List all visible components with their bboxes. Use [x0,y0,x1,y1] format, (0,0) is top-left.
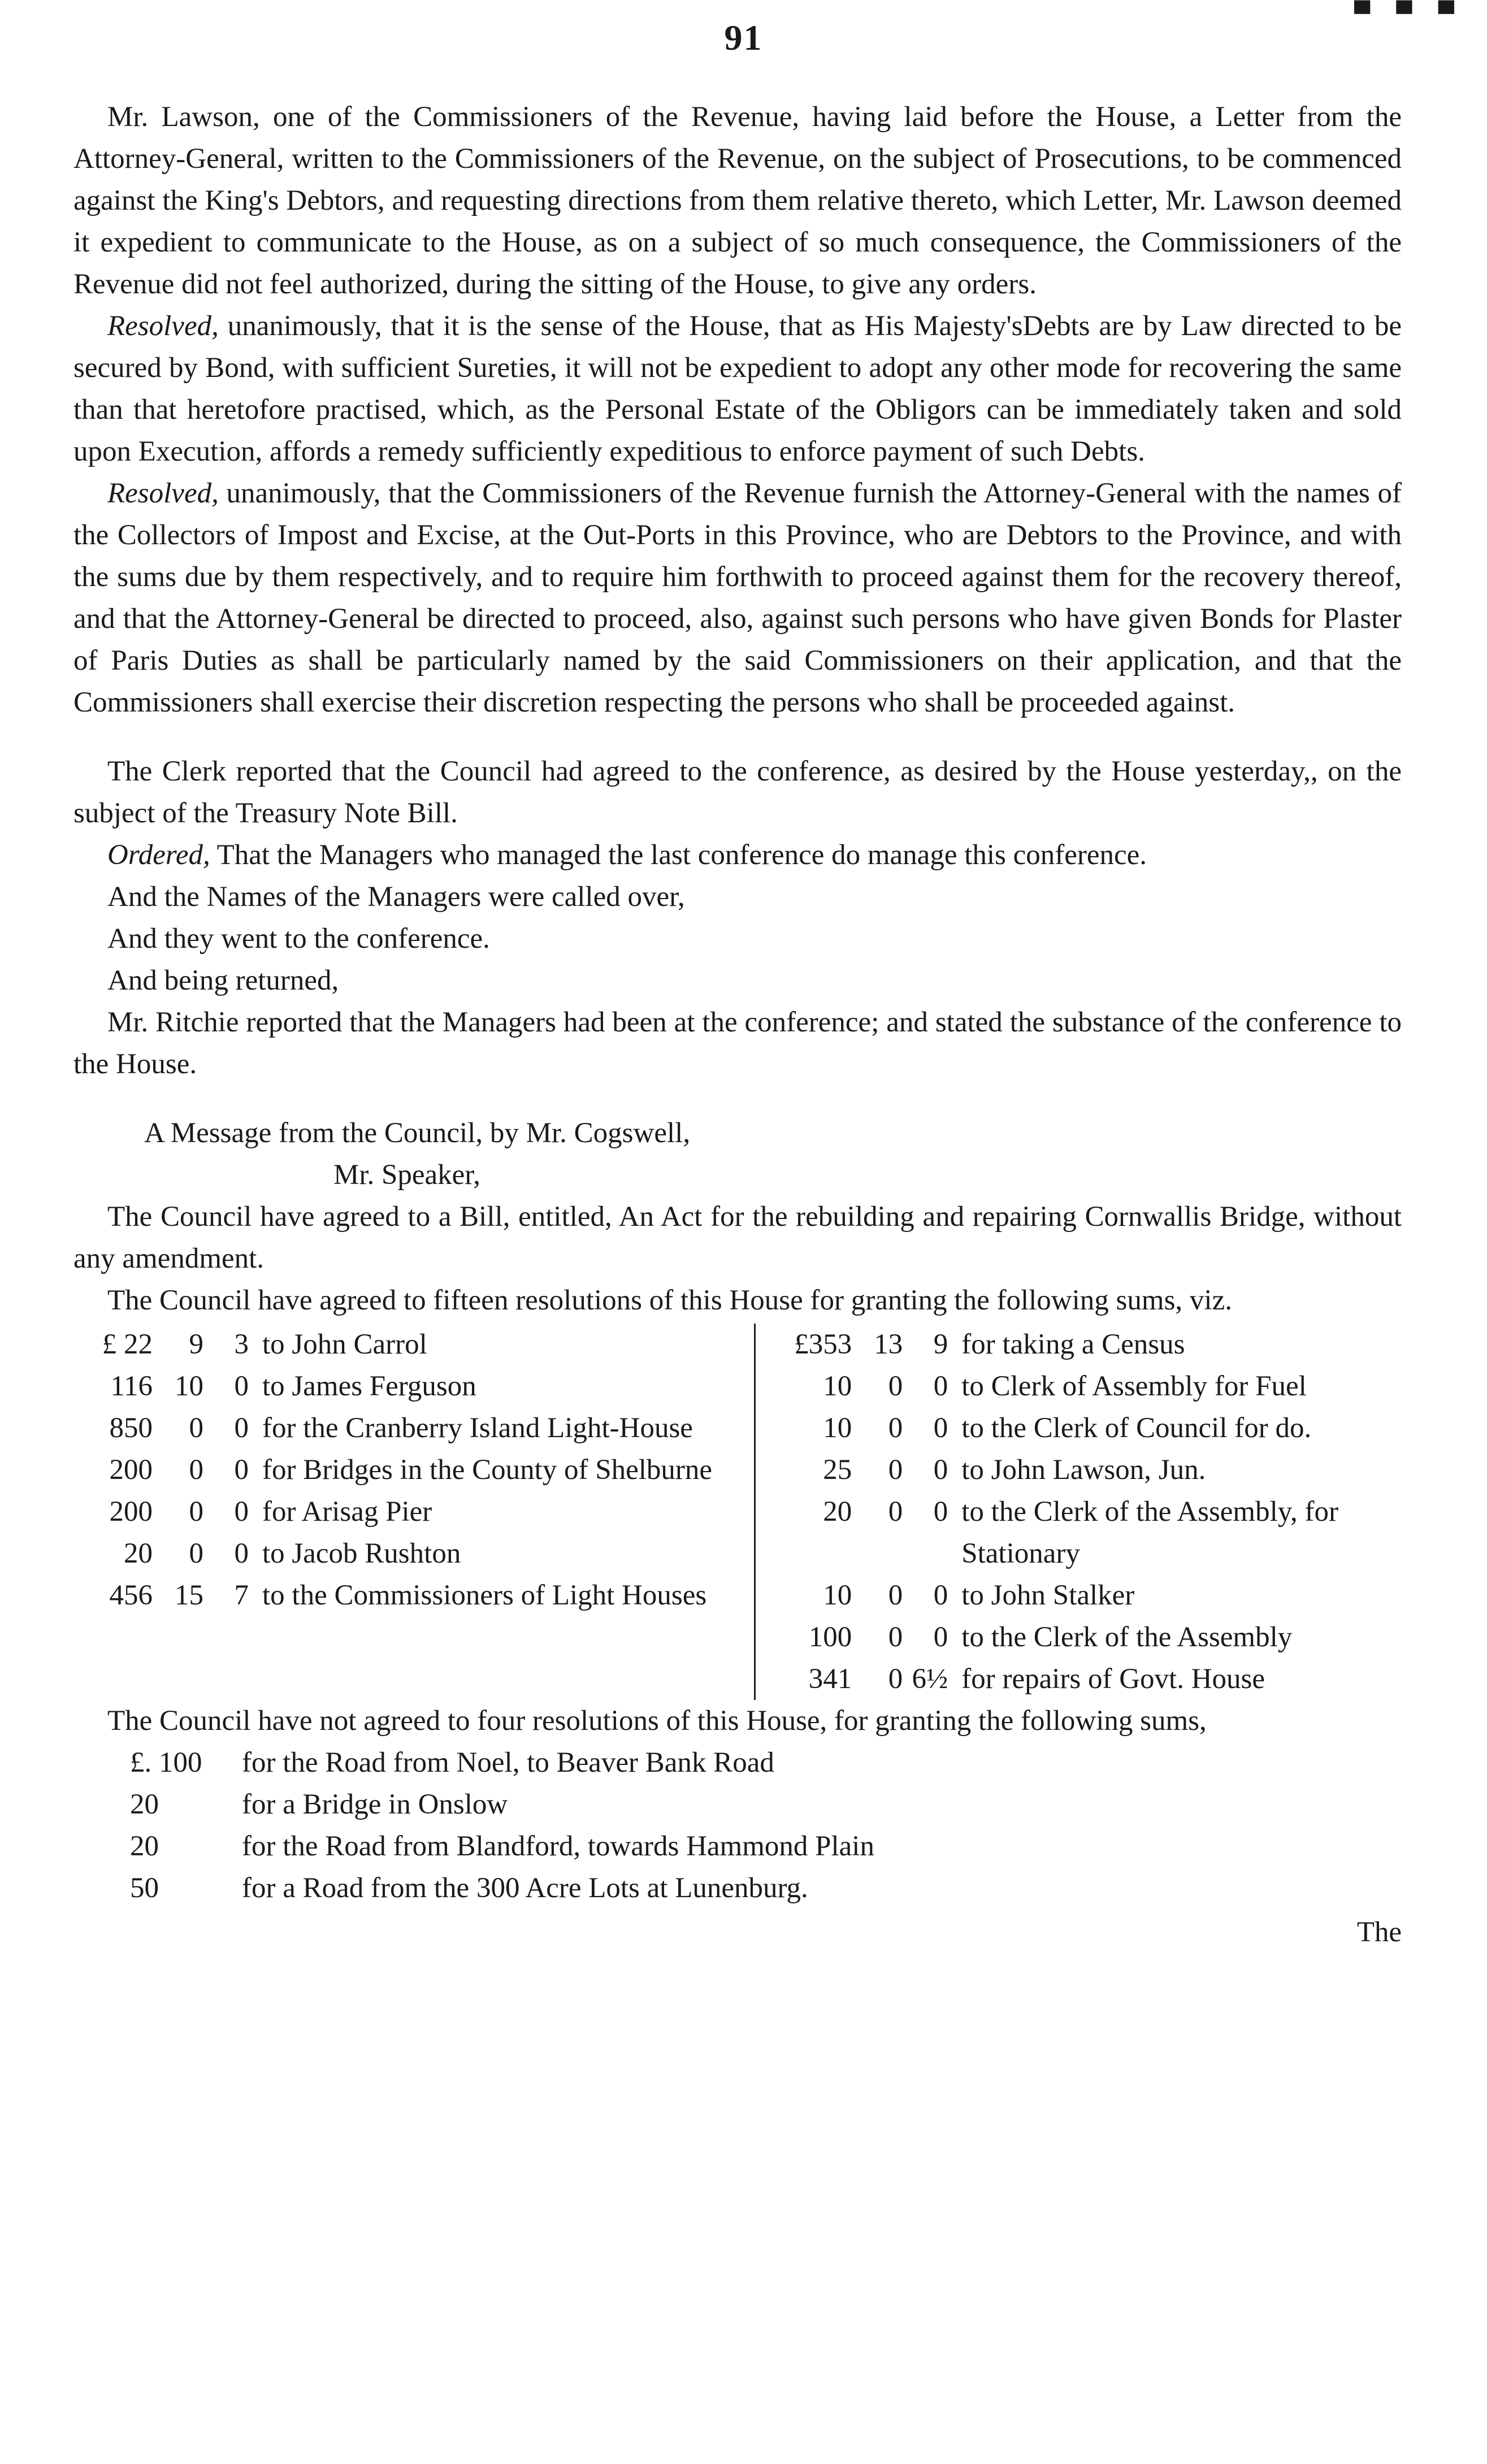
not-agreed-row [130,1867,1402,1909]
pence-amount: 0 [933,1580,948,1611]
pounds-amount: 850 [109,1412,153,1444]
sum-purpose: to John Stalker [961,1580,1135,1611]
sum-row [773,1658,1402,1700]
agreed-sums-table [73,1324,1402,1700]
pence-amount: 7 [234,1580,249,1611]
shillings-amount: 0 [888,1496,903,1528]
pence-amount: 6½ [912,1663,948,1695]
not-agreed-row [130,1742,1402,1784]
shillings-amount: 15 [175,1580,203,1611]
pounds-amount: £. 100 [130,1747,202,1778]
shillings-amount: 0 [189,1538,203,1569]
resolved-label: Resolved, [107,478,219,509]
pounds-amount: 200 [109,1454,153,1486]
pounds-amount: 200 [109,1496,153,1528]
page-number: 91 [724,18,763,58]
pence-amount: 0 [933,1621,948,1653]
shillings-amount: 0 [888,1412,903,1444]
paragraph-lawson-letter: Mr. Lawson, one of the Commissioners of the Revenue, having laid before the House, a Letter from the Attorney-General, written to the Commissioners of the Revenue, on the subject of Prosecutions, to be commenced against the King's Debtors, and requesting directions from them relative thereto, which Letter, Mr. Lawson deemed it expedient to communicate to the House, as on a subject of so much consequence, the Commissioners of the Revenue did not feel authorized, during the sitting of the House, to give any orders. [73,101,1402,300]
sum-purpose: for taking a Census [961,1329,1185,1360]
shillings-amount: 0 [189,1496,203,1528]
shillings-amount: 0 [888,1621,903,1653]
pounds-amount: £ 22 [102,1329,153,1360]
paragraph-clerk-reported: The Clerk reported that the Council had agreed to the conference, as desired by the House yesterday,, on the subject of the Treasury Note Bill. [73,756,1402,829]
paragraph-fifteen-resolutions: The Council have agreed to fifteen resolutions of this House for granting the following sums, viz. [107,1285,1232,1316]
pence-amount: 0 [933,1412,948,1444]
sum-row [773,1491,1402,1574]
ordered-label: Ordered, [107,839,210,871]
sum-purpose: to John Lawson, Jun. [961,1454,1206,1486]
paragraph-being-returned: And being returned, [107,965,339,996]
agreed-sums-left-column [73,1324,756,1700]
not-agreed-sums-list [130,1742,1402,1909]
pence-amount: 0 [933,1370,948,1402]
sum-row [773,1365,1402,1407]
pence-amount: 0 [234,1496,249,1528]
sum-purpose: to Jacob Rushton [262,1538,461,1569]
sum-purpose: for Arisag Pier [262,1496,432,1528]
paragraph-resolved-collectors [73,472,1402,723]
pence-amount: 0 [933,1496,948,1528]
sum-purpose: for the Cranberry Island Light-House [262,1412,693,1444]
page-body [73,96,1402,1953]
pounds-amount: 100 [808,1621,852,1653]
pence-amount: 0 [933,1454,948,1486]
sum-row [73,1407,742,1449]
pounds-amount: 20 [130,1789,159,1820]
shillings-amount: 0 [888,1454,903,1486]
sum-purpose: to James Ferguson [262,1370,476,1402]
shillings-amount: 13 [874,1329,903,1360]
catchword: The [1356,1916,1402,1948]
not-agreed-row [130,1825,1402,1867]
sum-purpose: to the Clerk of Council for do. [961,1412,1312,1444]
paragraph-ritchie-reported: Mr. Ritchie reported that the Managers had been at the conference; and stated the substance of the conference to the House. [73,1007,1402,1080]
sum-purpose: for Bridges in the County of Shelburne [262,1454,713,1486]
shillings-amount: 9 [189,1329,203,1360]
paragraph-ordered [73,834,1402,876]
sum-row [73,1491,742,1533]
sum-purpose: to the Clerk of the Assembly [961,1621,1293,1653]
pounds-amount: 10 [823,1370,852,1402]
sum-purpose: to Clerk of Assembly for Fuel [961,1370,1307,1402]
paragraph-four-resolutions: The Council have not agreed to four resolutions of this House, for granting the following sums, [107,1705,1207,1737]
sum-row [73,1449,742,1491]
pounds-amount: 10 [823,1412,852,1444]
sum-row [73,1365,742,1407]
pounds-amount: 20 [124,1538,153,1569]
sum-purpose: to John Carrol [262,1329,427,1360]
shillings-amount: 0 [189,1454,203,1486]
message-salutation: Mr. Speaker, [333,1159,480,1191]
pounds-amount: 10 [823,1580,852,1611]
top-edge-marks: ▀ ▀ ▀ [1354,1,1464,26]
pence-amount: 0 [234,1538,249,1569]
not-agreed-row [130,1784,1402,1825]
pounds-amount: 20 [130,1830,159,1862]
shillings-amount: 10 [175,1370,203,1402]
paragraph-names-called: And the Names of the Managers were called over, [107,881,685,913]
sum-row [773,1616,1402,1658]
sum-row [73,1574,742,1616]
pounds-amount: 20 [823,1496,852,1528]
sum-row [773,1407,1402,1449]
pounds-amount: 50 [130,1872,159,1904]
pounds-amount: 116 [110,1370,153,1402]
sum-row [773,1574,1402,1616]
paragraph-went-conference: And they went to the conference. [107,923,490,955]
pence-amount: 0 [234,1412,249,1444]
sum-purpose: for a Bridge in Onslow [242,1789,508,1820]
sum-row [73,1533,742,1574]
pounds-amount: 456 [109,1580,153,1611]
pounds-amount: £353 [794,1329,852,1360]
pence-amount: 0 [234,1454,249,1486]
paragraph-resolved-debts [73,305,1402,472]
message-heading: A Message from the Council, by Mr. Cogswell, [144,1117,691,1149]
sum-purpose: for the Road from Noel, to Beaver Bank Road [242,1747,774,1778]
sum-purpose: for the Road from Blandford, towards Hammond Plain [242,1830,874,1862]
ordered-text: That the Managers who managed the last conference do manage this conference. [210,839,1147,871]
resolved-debts-text: unanimously, that it is the sense of the House, that as His Majesty'sDebts are by Law directed to be secured by Bond, with sufficient Sureties, it will not be expedient to adopt any other mode for recovering the same than that heretofore practised, which, as the Personal Estate of the Obligors can be immediately taken and sold upon Execution, affords a remedy sufficiently expeditious to enforce payment of such Debts. [73,310,1402,467]
sum-row [773,1449,1402,1491]
sum-purpose: for a Road from the 300 Acre Lots at Lunenburg. [242,1872,808,1904]
shillings-amount: 0 [888,1580,903,1611]
resolved-collectors-text: unanimously, that the Commissioners of the Revenue furnish the Attorney-General with the names of the Collectors of Impost and Excise, at the Out-Ports in this Province, who are Debtors to the Province, and with the sums due by them respectively, and to require him forthwith to proceed against them for the recovery thereof, and that the Attorney-General be directed to proceed, also, against such persons who have given Bonds for Plaster of Paris Duties as shall be particularly named by the said Commissioners on their application, and that the Commissioners shall exercise their discretion respecting the persons who shall be proceeded against. [73,478,1402,718]
sum-purpose: to the Commissioners of Light Houses [262,1580,707,1611]
shillings-amount: 0 [888,1663,903,1695]
paragraph-bridge-bill: The Council have agreed to a Bill, entitled, An Act for the rebuilding and repairing Cornwallis Bridge, without any amendment. [73,1201,1402,1274]
pence-amount: 9 [933,1329,948,1360]
pounds-amount: 25 [823,1454,852,1486]
sum-purpose: to the Clerk of the Assembly, for Stationary [961,1496,1338,1569]
sum-row [73,1324,742,1365]
shillings-amount: 0 [189,1412,203,1444]
pounds-amount: 341 [808,1663,852,1695]
sum-row [773,1324,1402,1365]
pence-amount: 0 [234,1370,249,1402]
agreed-sums-right-column [756,1324,1402,1700]
resolved-label: Resolved, [107,310,219,342]
pence-amount: 3 [234,1329,249,1360]
shillings-amount: 0 [888,1370,903,1402]
sum-purpose: for repairs of Govt. House [961,1663,1265,1695]
